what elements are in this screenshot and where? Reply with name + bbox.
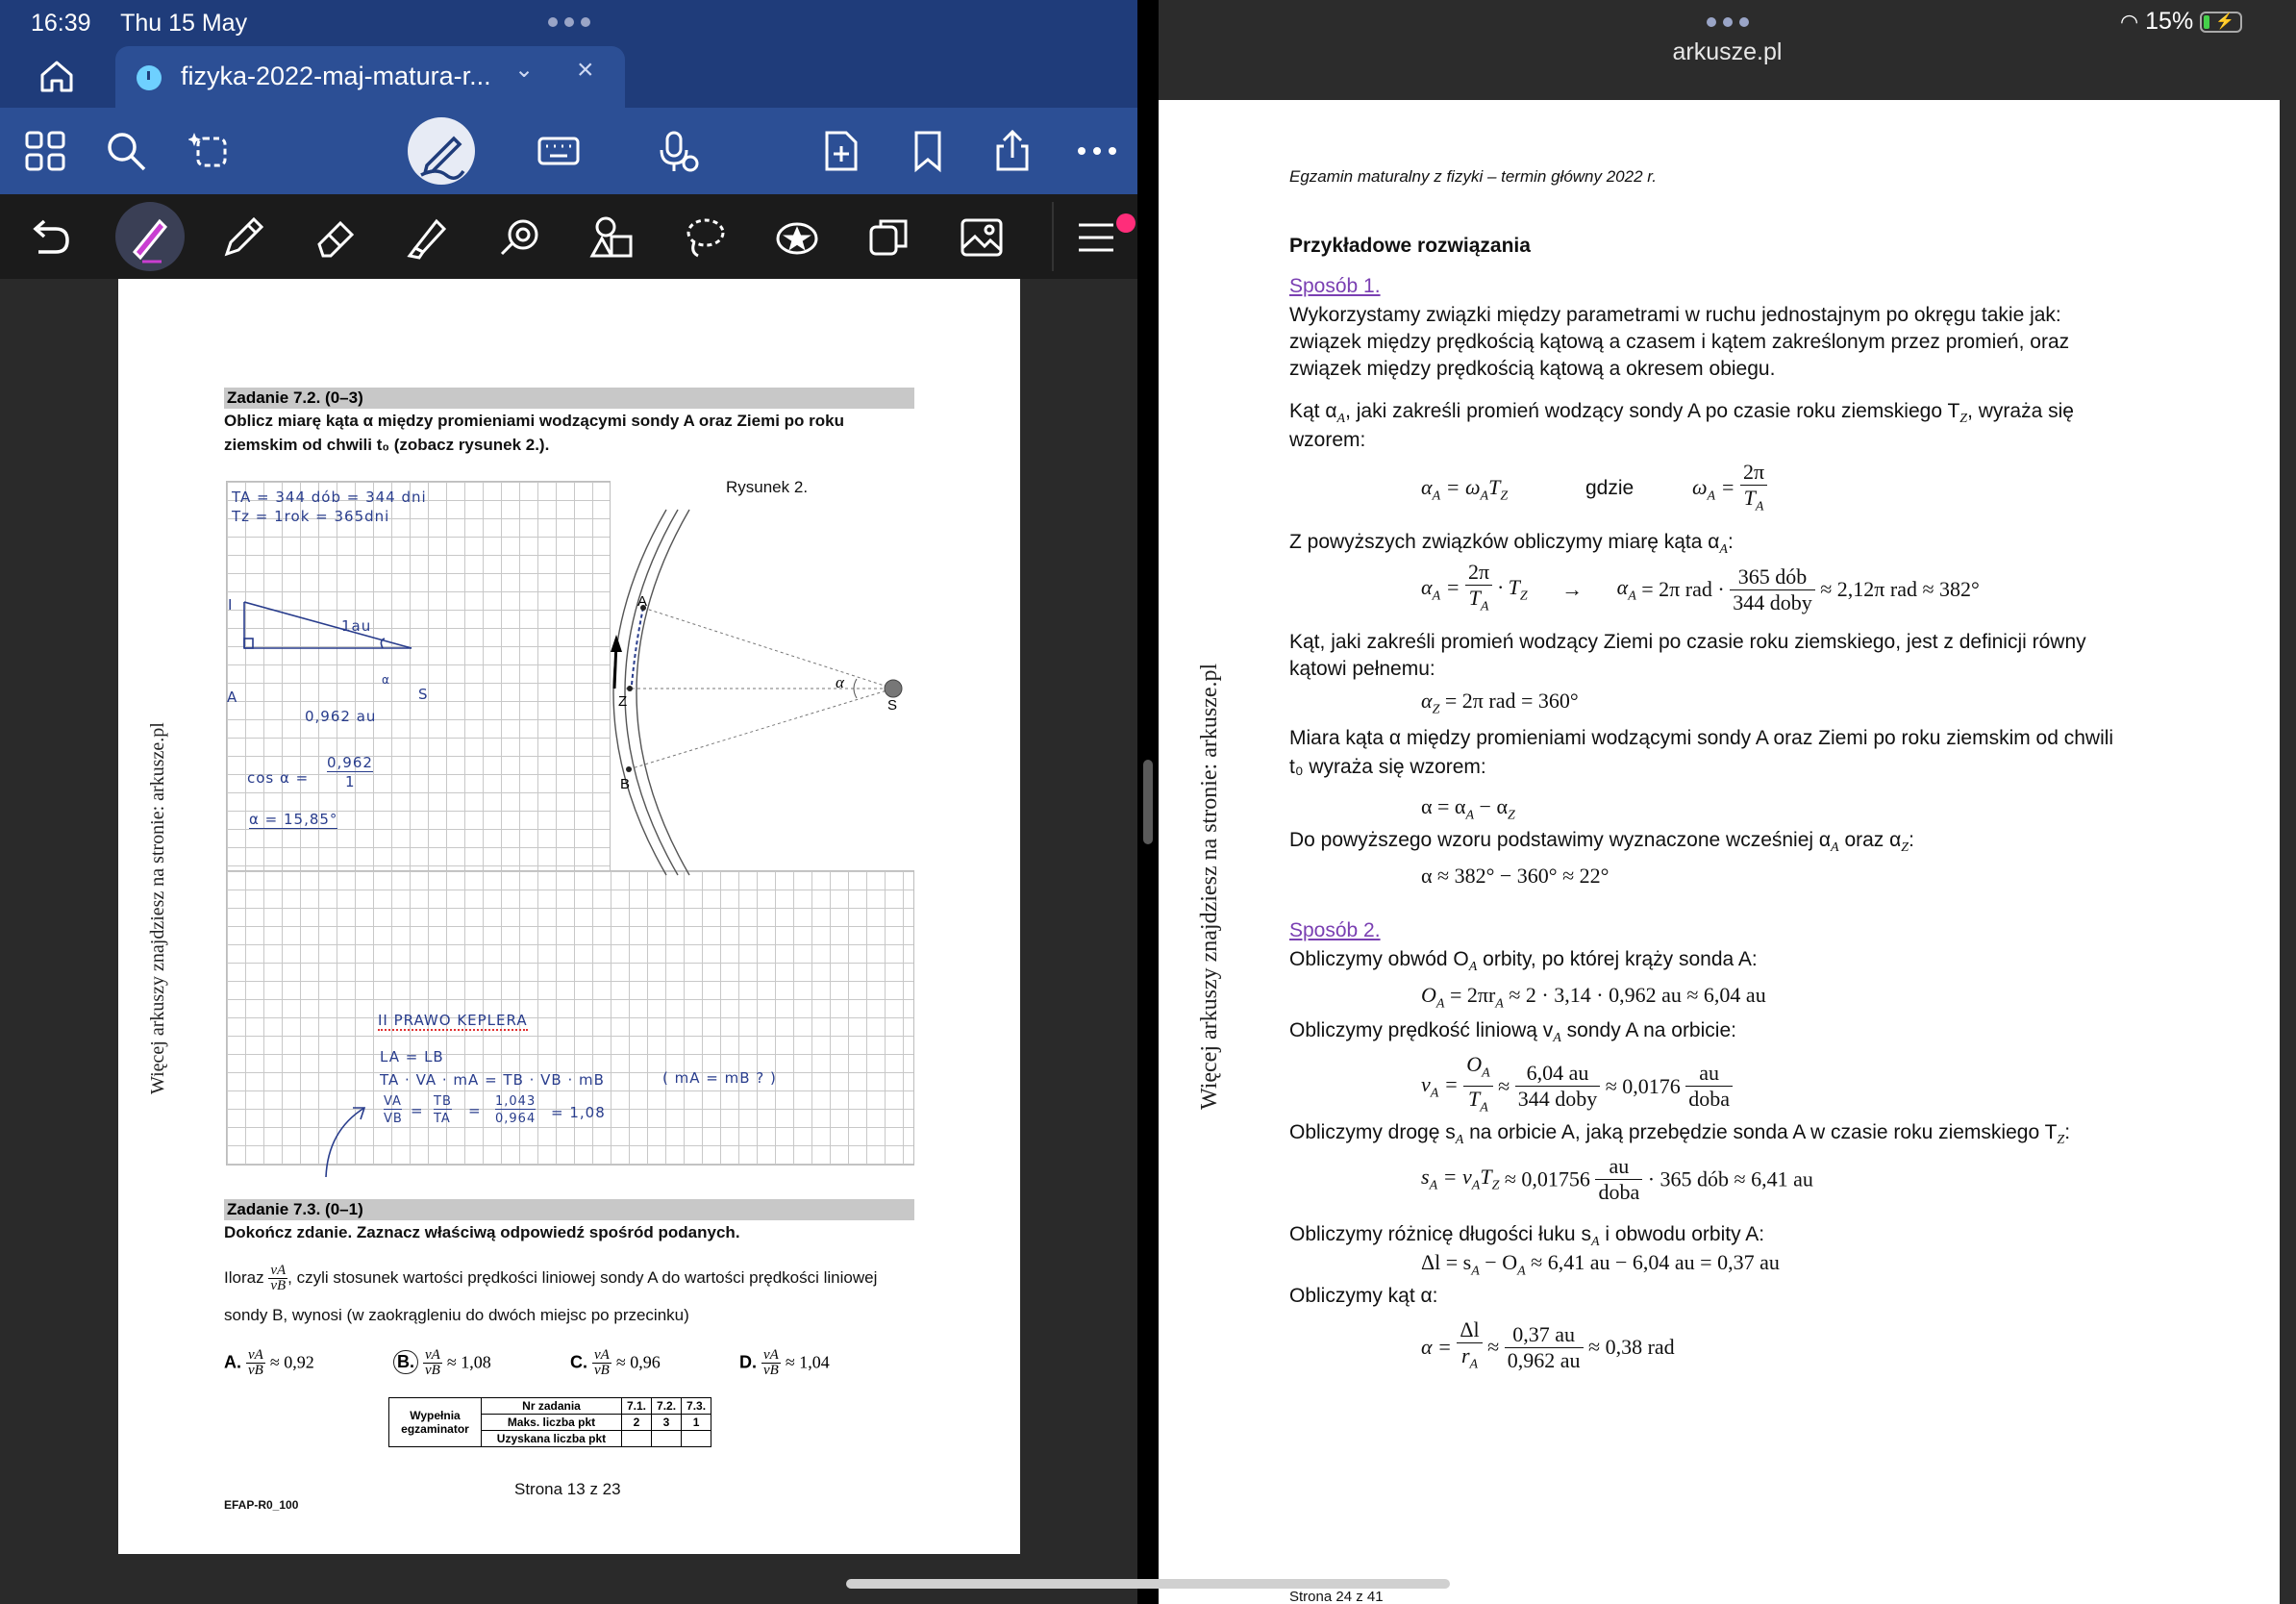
- option-d-letter: D.: [739, 1352, 757, 1372]
- eq-l-a: Δl = s: [1421, 1250, 1472, 1274]
- fig-label-A: A: [637, 593, 648, 610]
- option-a-letter: A.: [224, 1352, 241, 1372]
- ratio-num: vA: [270, 1263, 287, 1278]
- handwriting-cos-den: 1: [345, 773, 356, 790]
- shapes-icon[interactable]: [496, 213, 544, 262]
- p11: Do powyższego wzoru podstawimy wyznaczone wcześniej $\alpha_A$ oraz $\alpha_Z$:: [1289, 829, 1914, 856]
- microphone-icon[interactable]: [656, 129, 700, 173]
- wifi-icon: ◠: [2120, 10, 2139, 34]
- right-app-pane: [1159, 0, 2296, 1604]
- opt-d-num: vA: [763, 1347, 779, 1363]
- row-task-nr: Nr zadania: [482, 1398, 622, 1415]
- p4-a: Kąt α: [1289, 400, 1337, 422]
- option-d[interactable]: [739, 1348, 830, 1378]
- right-side-text: Więcej arkuszy znajdziesz na stronie: arkusze.pl: [1197, 663, 1222, 1110]
- battery-icon: ⚡: [2200, 12, 2242, 33]
- hw-eq-sign-1: =: [411, 1102, 424, 1119]
- f-dl: Δl: [1457, 1317, 1482, 1343]
- task-73-header: Zadanie 7.3. (0–1): [224, 1199, 914, 1220]
- task-72-text-1: Oblicz miarę kąta α między promieniami wodzącymi sondy A oraz Ziemi po roku: [224, 412, 844, 430]
- hw-eq-sign-2: =: [468, 1102, 482, 1119]
- pencil-icon[interactable]: [219, 213, 267, 262]
- eq-alpha-final: α = $\frac{\Delta l}{r_A}$ ≈ $\frac{0,37 au}{0,962 au}$ ≈ 0,38 rad: [1421, 1317, 1675, 1372]
- f-0962: 0,962 au: [1507, 1347, 1581, 1372]
- split-handle[interactable]: [1143, 760, 1153, 844]
- notification-dot: [1116, 213, 1136, 233]
- f-doba: doba: [1688, 1087, 1731, 1112]
- f-s2: · 365 dób ≈ 6,41 au: [1647, 1166, 1813, 1191]
- f-res: ≈ 2,12π rad ≈ 382°: [1820, 577, 1980, 602]
- tab-row: [0, 44, 1137, 108]
- orbit-figure: [599, 500, 916, 885]
- clock-icon: [137, 65, 162, 90]
- option-c-letter: C.: [570, 1352, 587, 1372]
- handwriting-tz: Tz = 1rok = 365dni: [232, 508, 390, 525]
- site-address[interactable]: arkusze.pl: [1672, 38, 1783, 65]
- f-au: au: [1685, 1061, 1733, 1087]
- handwriting-momentum: TA · VA · mA = TB · VB · mB: [380, 1071, 605, 1089]
- eq-diff: $\alpha = \alpha_A - \alpha_Z$: [1421, 794, 1515, 823]
- p9: Miara kąta α między promieniami wodzącymi sondy A oraz Ziemi po roku ziemskim od chwili: [1289, 727, 2114, 749]
- exam-page[interactable]: [118, 279, 1020, 1554]
- f-doba-b: doba: [1598, 1180, 1640, 1204]
- task-73-q1-rest: , czyli stosunek wartości prędkości liniowej sondy A do wartości prędkości liniowej: [287, 1267, 878, 1287]
- search-icon[interactable]: [104, 129, 148, 173]
- fill-label: Wypełnia egzaminator: [389, 1398, 482, 1447]
- share-icon[interactable]: [990, 129, 1035, 173]
- p7: Kąt, jaki zakreśli promień wodzący Ziemi po czasie roku ziemskiego, jest z definicji równy: [1289, 631, 2086, 653]
- eq-o-a: = 2πr: [1449, 983, 1496, 1007]
- p11-text: Do powyższego wzoru podstawimy wyznaczone wcześniej α: [1289, 829, 1832, 851]
- p4-b: , jaki zakreśli promień wodzący sondy A po czasie roku ziemskiego T: [1345, 400, 1960, 422]
- opt-b-den: vB: [425, 1363, 440, 1378]
- eq-calc-alpha: $\alpha_A$ = $\frac{2\pi}{T_A}$ · $T_Z \to \alpha_A = 2\pi$ rad · 365 dób 344 doby ≈ 2,12π rad ≈ 382°: [1421, 560, 1980, 614]
- highlighter-icon[interactable]: [404, 213, 452, 262]
- handwriting-cos: cos α =: [247, 769, 310, 787]
- pen-toolbar: [0, 194, 1137, 279]
- eq-result-1: α ≈ 382° − 360° ≈ 22°: [1421, 864, 1610, 888]
- p4-c: , wyraża się: [1967, 400, 2074, 422]
- handwriting-arrow: [320, 1102, 378, 1179]
- q4-a: Obliczymy różnicę długości łuku s: [1289, 1223, 1591, 1245]
- hw-ratio-num: VA: [384, 1094, 402, 1109]
- opt-a-num: vA: [248, 1347, 263, 1363]
- hw-ratio-den: VB: [384, 1112, 403, 1126]
- sticker-icon[interactable]: [773, 213, 821, 262]
- image-icon[interactable]: [958, 213, 1006, 262]
- copy-icon[interactable]: [865, 213, 913, 262]
- toolbar-separator: [1052, 202, 1054, 271]
- eq-alpha-a: $\alpha_A = \omega_AT_Z$: [1421, 475, 1509, 504]
- opt-d-den: vB: [763, 1363, 779, 1378]
- f-s: ≈ 0,01756: [1504, 1166, 1590, 1191]
- eq-omega: $\omega_A$ = $\frac{2\pi}{T_A}$: [1692, 460, 1767, 519]
- option-c[interactable]: [570, 1348, 661, 1378]
- right-page-number: Strona 24 z 41: [1289, 1589, 1384, 1604]
- hw-period-den: TA: [434, 1112, 451, 1126]
- q1-a: Obliczymy obwód O: [1289, 948, 1469, 970]
- handwriting-mass-question: ( mA = mB ? ): [662, 1069, 777, 1087]
- col-73: 7.3.: [682, 1398, 711, 1415]
- browser-header: [1159, 0, 2296, 83]
- p10: t₀ wyraża się wzorem:: [1289, 756, 1486, 778]
- eq-circumference: $O_A = 2\pi r_A \approx 2 \cdot 3,14 \cdot 0,962$ au ≈ 6,04 au: [1421, 983, 1766, 1012]
- solutions-title: Przykładowe rozwiązania: [1289, 235, 1531, 257]
- score-table: [388, 1397, 711, 1447]
- fig-alpha: α: [836, 673, 844, 691]
- method-2-link[interactable]: Sposób 2.: [1289, 919, 1381, 941]
- ratio-den: vB: [270, 1278, 287, 1293]
- bookmark-icon[interactable]: [906, 129, 950, 173]
- task-72-text-2: ziemskim od chwili t₀ (zobacz rysunek 2.).: [224, 436, 550, 454]
- status-bar-right: [2120, 8, 2242, 36]
- pen-icon: [115, 202, 185, 271]
- q1-b: orbity, po której krąży sonda A:: [1483, 948, 1758, 970]
- q1: Obliczymy obwód $O_A$ orbity, po której krąży sonda A:: [1289, 948, 1758, 975]
- pen-write-icon: [408, 117, 475, 185]
- f-alpha-res: ≈ 0,38 rad: [1588, 1335, 1675, 1360]
- ratio-fraction: [268, 1264, 287, 1293]
- status-time: 16:39: [31, 10, 91, 37]
- eq-alpha-z: $\alpha_Z = 2\pi$ rad = 360°: [1421, 689, 1579, 717]
- option-a-value: ≈ 0,92: [269, 1352, 314, 1372]
- handwriting-alpha-result: α = 15,85°: [249, 811, 338, 828]
- q2: Obliczymy prędkość liniową $v_A$ sondy A na orbicie:: [1289, 1019, 1736, 1046]
- handwriting-kepler: II PRAWO KEPLERA: [378, 1012, 528, 1029]
- page-side-text: Więcej arkuszy znajdziesz na stronie: arkusze.pl: [147, 722, 168, 1094]
- eq-velocity: $v_A$ = $\frac{O_A}{T_A}$ ≈ 6,04 au 344 doby ≈ 0,0176 au doba: [1421, 1052, 1733, 1121]
- pen-tool-button[interactable]: [115, 202, 185, 271]
- col-72: 7.2.: [652, 1398, 682, 1415]
- opt-a-den: vB: [248, 1363, 263, 1378]
- hw-value-den: 0,964: [495, 1112, 537, 1126]
- task-73-instruction: Dokończ zdanie. Zaznacz właściwą odpowiedź spośród podanych.: [224, 1223, 740, 1241]
- task-73-question-2: sondy B, wynosi (w zaokrągleniu do dwóch miejsc po przecinku): [224, 1306, 689, 1324]
- grid-view-icon[interactable]: [23, 129, 67, 173]
- hw-value-num: 1,043: [495, 1094, 537, 1109]
- more-icon[interactable]: [1075, 129, 1119, 173]
- handwriting-I: I: [228, 596, 234, 614]
- f-037: 0,37 au: [1505, 1322, 1584, 1348]
- option-b-value: ≈ 1,08: [446, 1352, 491, 1372]
- p6-text: Z powyższych związków obliczymy miarę kąta α: [1289, 531, 1720, 553]
- close-tab-icon[interactable]: ×: [577, 54, 594, 86]
- app-header: [0, 0, 1137, 194]
- q3: Obliczymy drogę $s_A$ na orbicie A, jaką przebędzie sonda A w czasie roku ziemskiego $T_Z$:: [1289, 1121, 2071, 1148]
- score-72[interactable]: [652, 1431, 682, 1447]
- f-au-b: au: [1595, 1154, 1642, 1180]
- task-73-question-1: [224, 1264, 877, 1293]
- col-71: 7.1.: [622, 1398, 652, 1415]
- split-divider[interactable]: [1137, 0, 1159, 1604]
- opt-c-den: vB: [594, 1363, 610, 1378]
- eq-alpha-z-val: = 2π rad = 360°: [1444, 689, 1579, 713]
- q4-b: i obwodu orbity A:: [1605, 1223, 1765, 1245]
- option-b[interactable]: [393, 1348, 491, 1378]
- fig-label-B: B: [620, 776, 631, 792]
- eq-diff-a: α = α: [1421, 794, 1466, 818]
- multitask-dots-right[interactable]: [1707, 17, 1749, 27]
- p3: związek między prędkością kątową a okresem obiegu.: [1289, 358, 1776, 380]
- q2-a: Obliczymy prędkość liniową v: [1289, 1019, 1554, 1041]
- max-72: 3: [652, 1415, 682, 1431]
- status-bar-left: [31, 10, 270, 38]
- max-71: 2: [622, 1415, 652, 1431]
- handwriting-0962: 0,962 au: [305, 708, 377, 725]
- main-toolbar: [0, 108, 1137, 194]
- handwriting-alpha: α: [382, 673, 390, 687]
- task-72-header: Zadanie 7.2. (0–3): [224, 388, 914, 409]
- handwriting-A: A: [227, 689, 238, 706]
- eq-o-b: ≈ 2 · 3,14 · 0,962 au ≈ 6,04 au: [1509, 983, 1766, 1007]
- f-344: 344 doby: [1733, 589, 1812, 614]
- fig-label-S: S: [887, 697, 898, 714]
- q3-a: Obliczymy drogę s: [1289, 1121, 1456, 1143]
- q5: Obliczymy kąt α:: [1289, 1285, 1438, 1307]
- score-71[interactable]: [622, 1431, 652, 1447]
- f-2pi-b: 2π: [1465, 560, 1492, 586]
- f-v: ≈ 0,0176: [1605, 1073, 1681, 1098]
- q4: Obliczymy różnicę długości łuku $s_A$ i obwodu orbity A:: [1289, 1223, 1765, 1250]
- max-73: 1: [682, 1415, 711, 1431]
- handwriting-la-lb: LA = LB: [380, 1048, 444, 1065]
- f-344b: 344 doby: [1517, 1087, 1598, 1112]
- handwriting-1au: 1au: [341, 617, 372, 635]
- eq-delta-l: $\Delta l = s_A - O_A \approx 6,41$ au − 6,04 au = 0,37 au: [1421, 1250, 1780, 1279]
- handwriting-S: S: [418, 686, 429, 703]
- page-number: Strona 13 z 23: [514, 1480, 621, 1498]
- f-rad: = 2π rad ·: [1641, 577, 1725, 602]
- solution-page[interactable]: [1159, 100, 2280, 1604]
- exam-code: EFAP-R0_100: [224, 1498, 299, 1512]
- ai-select-icon[interactable]: [188, 129, 233, 173]
- multitask-dots[interactable]: [548, 17, 590, 27]
- add-page-icon[interactable]: [819, 129, 863, 173]
- eq-distance: $s_A = v_AT_Z \approx 0,01756$ au doba · 365 dób ≈ 6,41 au: [1421, 1154, 1813, 1204]
- page-header: Egzamin maturalny z fizyki – termin główny 2022 r.: [1289, 167, 1658, 186]
- elements-icon[interactable]: [588, 213, 636, 262]
- row-received-pts: Uzyskana liczba pkt: [482, 1431, 622, 1447]
- tab-title: fizyka-2022-maj-matura-r...: [181, 62, 491, 90]
- score-73[interactable]: [682, 1431, 711, 1447]
- fig-label-Z: Z: [618, 693, 628, 710]
- figure-label: Rysunek 2.: [726, 478, 809, 496]
- q3-b: na orbicie A, jaką przebędzie sonda A w czasie roku ziemskiego T: [1469, 1121, 2058, 1143]
- handwriting-ta: TA = 344 dób = 344 dni: [232, 489, 427, 506]
- option-b-letter-circled: B.: [393, 1350, 418, 1374]
- undo-icon[interactable]: [25, 213, 73, 262]
- p1: Wykorzystamy związki między parametrami w ruchu jednostajnym po okręgu takie jak:: [1289, 304, 2061, 326]
- status-date: Thu 15 May: [120, 10, 248, 37]
- handwriting-triangle: [229, 596, 421, 654]
- eq-l-b: ≈ 6,41 au − 6,04 au = 0,37 au: [1531, 1250, 1780, 1274]
- p5: wzorem:: [1289, 429, 1366, 451]
- hw-period-num: TB: [434, 1094, 452, 1109]
- battery-percent: 15%: [2145, 8, 2194, 35]
- keyboard-icon[interactable]: [537, 129, 581, 173]
- p2: związek między prędkością kątową a czasem i kątem zakreślonym przez promień, oraz: [1289, 331, 2070, 353]
- row-max-pts: Maks. liczba pkt: [482, 1415, 622, 1431]
- task-73-iloraz: Iloraz: [224, 1267, 264, 1287]
- chevron-down-icon[interactable]: ⌄: [514, 57, 535, 83]
- home-icon[interactable]: [38, 58, 75, 94]
- q2-b: sondy A na orbicie:: [1566, 1019, 1736, 1041]
- home-indicator[interactable]: [846, 1579, 1450, 1589]
- handwriting-cos-num: 0,962: [327, 754, 373, 771]
- option-d-value: ≈ 1,04: [785, 1352, 830, 1372]
- eraser-icon[interactable]: [312, 213, 360, 262]
- opt-c-num: vA: [594, 1347, 610, 1363]
- p4: Kąt $\alpha_A$, jaki zakreśli promień wodzący sondy A po czasie roku ziemskiego $T_Z$, wyraża się: [1289, 400, 2074, 427]
- gdzie: gdzie: [1585, 477, 1635, 499]
- left-app-pane: [0, 0, 1137, 1604]
- opt-b-num: vA: [425, 1347, 440, 1363]
- option-a[interactable]: [224, 1348, 314, 1378]
- option-c-value: ≈ 0,96: [615, 1352, 661, 1372]
- lasso-icon[interactable]: [681, 213, 729, 262]
- document-tab[interactable]: [115, 46, 625, 108]
- p6: Z powyższych związków obliczymy miarę kąta $\alpha_A$:: [1289, 531, 1734, 558]
- write-mode-button[interactable]: [408, 117, 475, 185]
- hw-ratio-result: = 1,08: [551, 1104, 606, 1121]
- f-604: 6,04 au: [1515, 1061, 1601, 1087]
- method-1-link[interactable]: Sposób 1.: [1289, 275, 1381, 297]
- p8: kątowi pełnemu:: [1289, 658, 1435, 680]
- f-2pi: 2π: [1740, 460, 1767, 486]
- f-365: 365 dób: [1730, 564, 1815, 590]
